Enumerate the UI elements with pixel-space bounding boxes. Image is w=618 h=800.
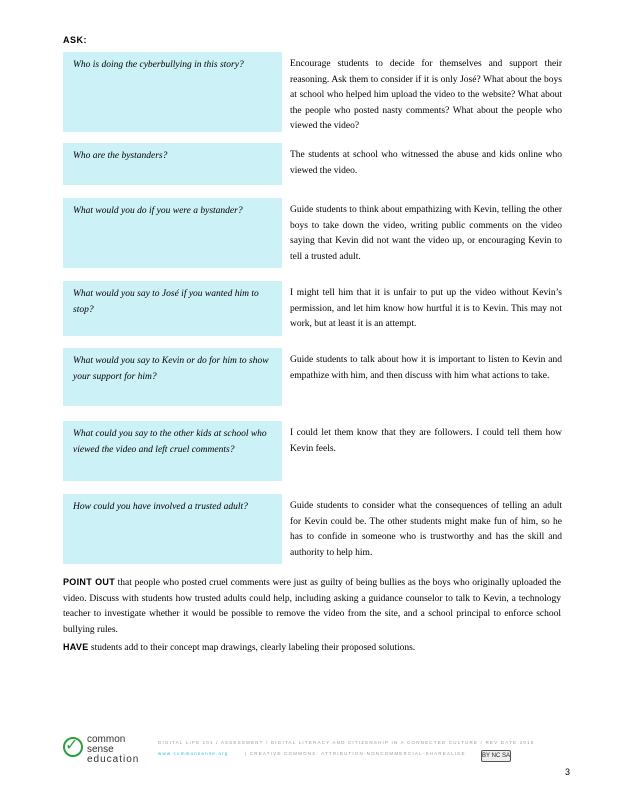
answer-text: I might tell him that it is unfair to put up the video without Kevin’s permission, and let him know how hurtful it is to Kevin. This may not work, but at least it is an attempt.: [290, 288, 562, 329]
question-text: How could you have involved a trusted adult?: [73, 502, 248, 512]
question-cell: [63, 52, 282, 132]
ask-label: ASK:: [63, 35, 87, 45]
qa-row: [63, 281, 563, 336]
point-out-paragraph: [63, 575, 561, 638]
footer-course-info: DIGITAL LIFE 101 / ASSESSMENT / DIGITAL LITERACY AND CITIZENSHIP IN A CONNECTED CULTURE / REV DATE 2015: [158, 740, 535, 745]
question-text: What would you do if you were a bystander?: [73, 206, 243, 216]
question-cell: [63, 348, 282, 406]
question-text: What could you say to the other kids at school who viewed the video and left cruel comments?: [73, 429, 267, 455]
footer-url-link[interactable]: www.commonsense.org: [158, 751, 229, 756]
answer-text: The students at school who witnessed the abuse and kids online who viewed the video.: [290, 150, 562, 176]
qa-row: [63, 143, 563, 185]
question-cell: [63, 281, 282, 336]
question-text: What would you say to José if you wanted him to stop?: [73, 289, 259, 315]
question-cell: [63, 198, 282, 268]
footer-license-text: | CREATIVE COMMONS: ATTRIBUTION-NONCOMMERCIAL-SHAREALIKE: [245, 751, 466, 756]
qa-row: [63, 421, 563, 481]
have-text: students add to their concept map drawings, clearly labeling their proposed solutions.: [88, 643, 416, 653]
logo-wordmark: [87, 735, 139, 765]
have-paragraph: [63, 640, 561, 657]
question-text: Who are the bystanders?: [73, 151, 168, 161]
logo-line-2: sense: [87, 744, 114, 755]
question-cell: [63, 494, 282, 564]
question-cell: [63, 421, 282, 481]
logo-line-3: education: [87, 754, 140, 765]
qa-row: [63, 198, 563, 268]
question-text: Who is doing the cyberbullying in this story?: [73, 60, 244, 70]
answer-text: Guide students to consider what the consequences of telling an adult for Kevin could be. The other students might make fun of him, so he has to confide in someone who is trustworthy and has the skill and authority to help him.: [290, 501, 562, 558]
qa-row: [63, 52, 563, 132]
page-number: 3: [565, 767, 571, 777]
qa-row: [63, 494, 563, 564]
checkmark-icon: ✓: [65, 735, 79, 754]
question-cell: [63, 143, 282, 185]
creative-commons-badge: BY NC SA: [481, 750, 511, 762]
answer-text: Guide students to think about empathizing with Kevin, telling the other boys to take down the video, writing public comments on the video saying that Kevin did not want the video up, or encouraging Kevin to tell a trusted adult.: [290, 205, 562, 262]
answer-text: Encourage students to decide for themselves and support their reasoning. Ask them to consider if it is only José? What about the boys at school who helped him upload the video to the website? What about the people who posted nasty comments? What about the people who viewed the video?: [290, 59, 562, 131]
question-text: What would you say to Kevin or do for him to show your support for him?: [73, 356, 269, 382]
have-lead: HAVE: [63, 642, 89, 652]
logo-line-1: common: [87, 734, 126, 745]
answer-text: Guide students to talk about how it is important to listen to Kevin and empathize with him, and then discuss with him what actions to take.: [290, 355, 562, 381]
point-out-text: that people who posted cruel comments were just as guilty of being bullies as the boys who originally uploaded the video. Discuss with students how trusted adults could help, including asking a guidance counselor to talk to Kevin, a technology teacher to investigate whether it would be possible to remove the video from the site, and a school principal to enforce school bullying rules.: [63, 578, 561, 635]
answer-text: I could let them know that they are followers. I could tell them how Kevin feels.: [290, 428, 562, 454]
point-out-lead: POINT OUT: [63, 577, 115, 587]
common-sense-logo: [63, 735, 143, 769]
qa-row: [63, 348, 563, 406]
